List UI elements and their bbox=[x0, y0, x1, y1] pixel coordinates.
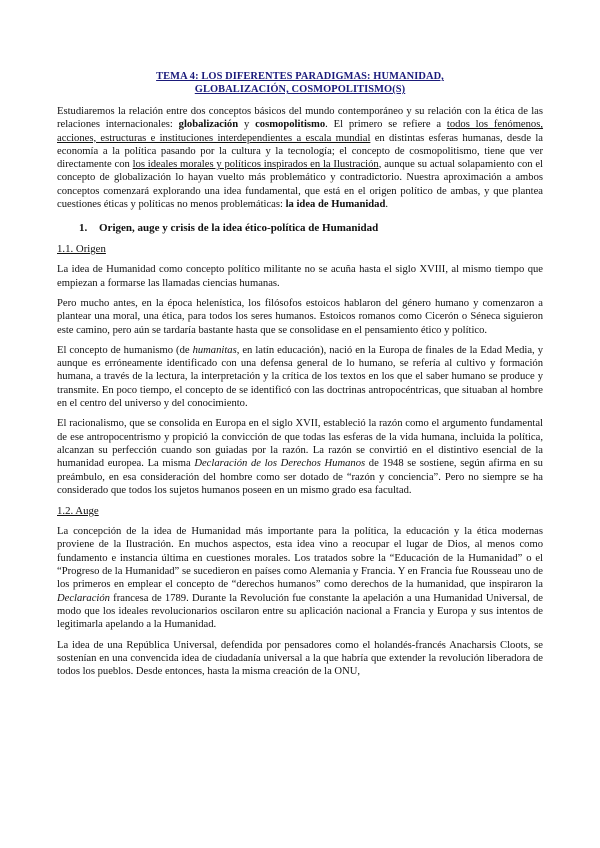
intro-text: . El primero se refiere a bbox=[325, 119, 447, 131]
underlined-phrase: todos los fenómenos, acciones, estructuras e instituciones interdependientes a escala mundial bbox=[57, 119, 544, 144]
subsection-heading-origen: 1.1. Origen bbox=[57, 243, 106, 256]
title-line-1: TEMA 4: LOS DIFERENTES PARADIGMAS: HUMANIDAD, bbox=[156, 71, 444, 82]
paragraph-text: , en latín educación), nació en la Europa de finales de la Edad Media, y aunque es erróneamente identificado con una defensa general de lo humano, se refería al cultivo y formación humana, a través de la lectura, la interpretación y la crítica de los textos en los que el saber humano se produce y transmite. En poco tiempo, el concepto de se identificó con las doctrinas antropocéntricas, que situaban al hombre en el centro del universo y del conocimiento. bbox=[57, 344, 543, 410]
intro-text: en distintas esferas humanas, desde la economía a la política pasando por la cultura y la tecnología; el concepto de cosmopolitismo, tiene que ver directamente con bbox=[57, 132, 543, 171]
paragraph bbox=[57, 344, 543, 410]
intro-text: Estudiaremos la relación entre dos conceptos básicos del mundo contemporáneo y su relación con la ética de las relaciones internacionales: bbox=[57, 106, 543, 131]
italic-term: Declaración de los Derechos Humanos bbox=[194, 458, 366, 470]
italic-term: Declaración bbox=[57, 592, 110, 604]
intro-text: y bbox=[238, 119, 256, 131]
paragraph-text: El racionalismo, que se consolida en Europa en el siglo XVII, estableció la razón como el argumento fundamental de ese antropocentrismo y propició la convicción de que todas las esferas de la vida humana, incluida la política, alcanzan su perfección cuando son guiadas por la razón. La razón se convirtió en el distintivo esencial de la humanidad europea. La misma bbox=[57, 418, 543, 470]
term-globalizacion: globalización bbox=[178, 119, 239, 131]
paragraph bbox=[57, 525, 543, 631]
title-line-2: GLOBALIZACIÓN, COSMOPOLITISMO(S) bbox=[194, 84, 406, 95]
paragraph: La idea de Humanidad como concepto político militante no se acuña hasta el siglo XVIII, al mismo tiempo que empiezan a formarse las llamadas ciencias humanas. bbox=[57, 264, 543, 289]
underlined-phrase: los ideales morales y políticos inspirados en la Ilustración bbox=[132, 159, 379, 171]
term-idea-de-humanidad: la idea de Humanidad bbox=[285, 199, 386, 211]
paragraph-text: de 1948 se sostiene, según afirma en su preámbulo, en esa consideración del hombre como ser dotado de “razón y conciencia”. Pero no siempre se ha considerado que todos los sujetos humanos poseen en un mismo grado esa facultad. bbox=[57, 458, 543, 496]
paragraph bbox=[57, 417, 543, 497]
document-page bbox=[57, 70, 543, 678]
intro-text: . bbox=[385, 199, 389, 211]
paragraph: La idea de una República Universal, defendida por pensadores como el holandés-francés Anacharsis Cloots, se sostenían en una convencida idea de ciudadanía universal a la que habría que extender la revolución liberadora de todos los pueblos. Desde entonces, hasta la misma creación de la ONU, bbox=[57, 639, 543, 678]
paragraph-text: El concepto de humanismo (de bbox=[57, 344, 193, 356]
intro-paragraph bbox=[57, 105, 543, 211]
document-title bbox=[57, 70, 543, 96]
italic-term: humanitas bbox=[192, 344, 237, 356]
section-title: Origen, auge y crisis de la idea ético-política de Humanidad bbox=[99, 222, 379, 235]
term-cosmopolitismo: cosmopolitismo bbox=[255, 119, 326, 131]
subsection-heading-auge: 1.2. Auge bbox=[57, 505, 99, 518]
paragraph-text: La concepción de la idea de Humanidad más importante para la política, la educación y la ética modernas proviene de la Ilustración. En muchos aspectos, esta idea vino a reocupar el lugar de Dios, al menos como fundamento e instancia última en cuestiones morales. Los tratados sobre la “Educación de la Humanidad” o el “Progreso de la Humanidad” se sucedieron en países como Alemania y Francia. Y en Francia fue Rousseau uno de los primeros en emplear el concepto de “derechos humanos” como derechos de la humanidad, que inspiraron la bbox=[57, 526, 543, 591]
intro-text: , aunque su actual solapamiento con el concepto de globalización lo hayan vuelto más problemático y contradictorio. Nuestra aproximación a ambos conceptos comenzará explorando una idea fundamental, que está en el origen político de ambas, y que plantea cuestiones éticas y políticas no menos problemáticas: bbox=[57, 159, 543, 211]
paragraph-text: francesa de 1789. Durante la Revolución fue constante la apelación a una Humanidad Universal, de modo que los ideales revolucionarios oscilaron entre su aplicación nacional a Francia y Europa y sus intentos de legitimarla apelando a la Humanidad. bbox=[57, 592, 543, 631]
section-heading bbox=[79, 221, 543, 235]
section-number: 1. bbox=[79, 222, 88, 235]
paragraph: Pero mucho antes, en la época helenística, los filósofos estoicos hablaron del género humano y comenzaron a plantear una moral, una ética, para todos los seres humanos. Estoicos romanos como Cicerón o Séneca siguieron este camino, pero aún se tardaría bastante hasta que se consolidase en el pensamiento ético y político. bbox=[57, 297, 543, 336]
